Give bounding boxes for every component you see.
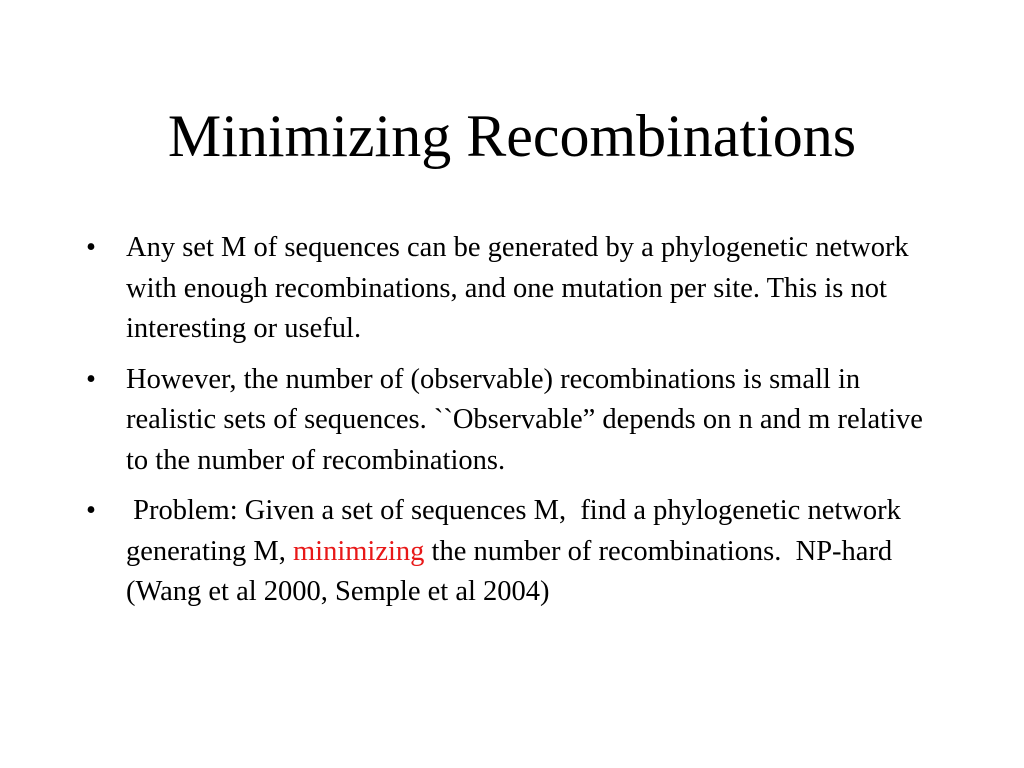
bullet-text: However, the number of (observable) recombinations is small in realistic sets of sequences. ``Observable” depends on n and m relative to the number of recombinations. [126, 363, 923, 476]
bullet-text: Any set M of sequences can be generated by a phylogenetic network with enough recombinations, and one mutation per site. This is not interesting or useful. [126, 232, 909, 344]
bullet-icon: • [86, 363, 96, 395]
highlighted-word: minimizing [293, 535, 425, 567]
bullet-text-after: the number of recombinations. NP-hard (Wang et al 2000, Semple et al 2004) [126, 535, 900, 607]
bullet-icon: • [86, 495, 96, 526]
bullet-text-before: Problem: Given a set of sequences M, find a phylogenetic network generating M, [126, 495, 908, 567]
bullet-icon: • [86, 232, 96, 263]
slide-title: Minimizing Recombinations [167, 103, 857, 169]
bullet-list [80, 228, 950, 623]
bullet-item [80, 228, 950, 350]
bullet-item [80, 491, 950, 613]
bullet-item [80, 360, 950, 482]
